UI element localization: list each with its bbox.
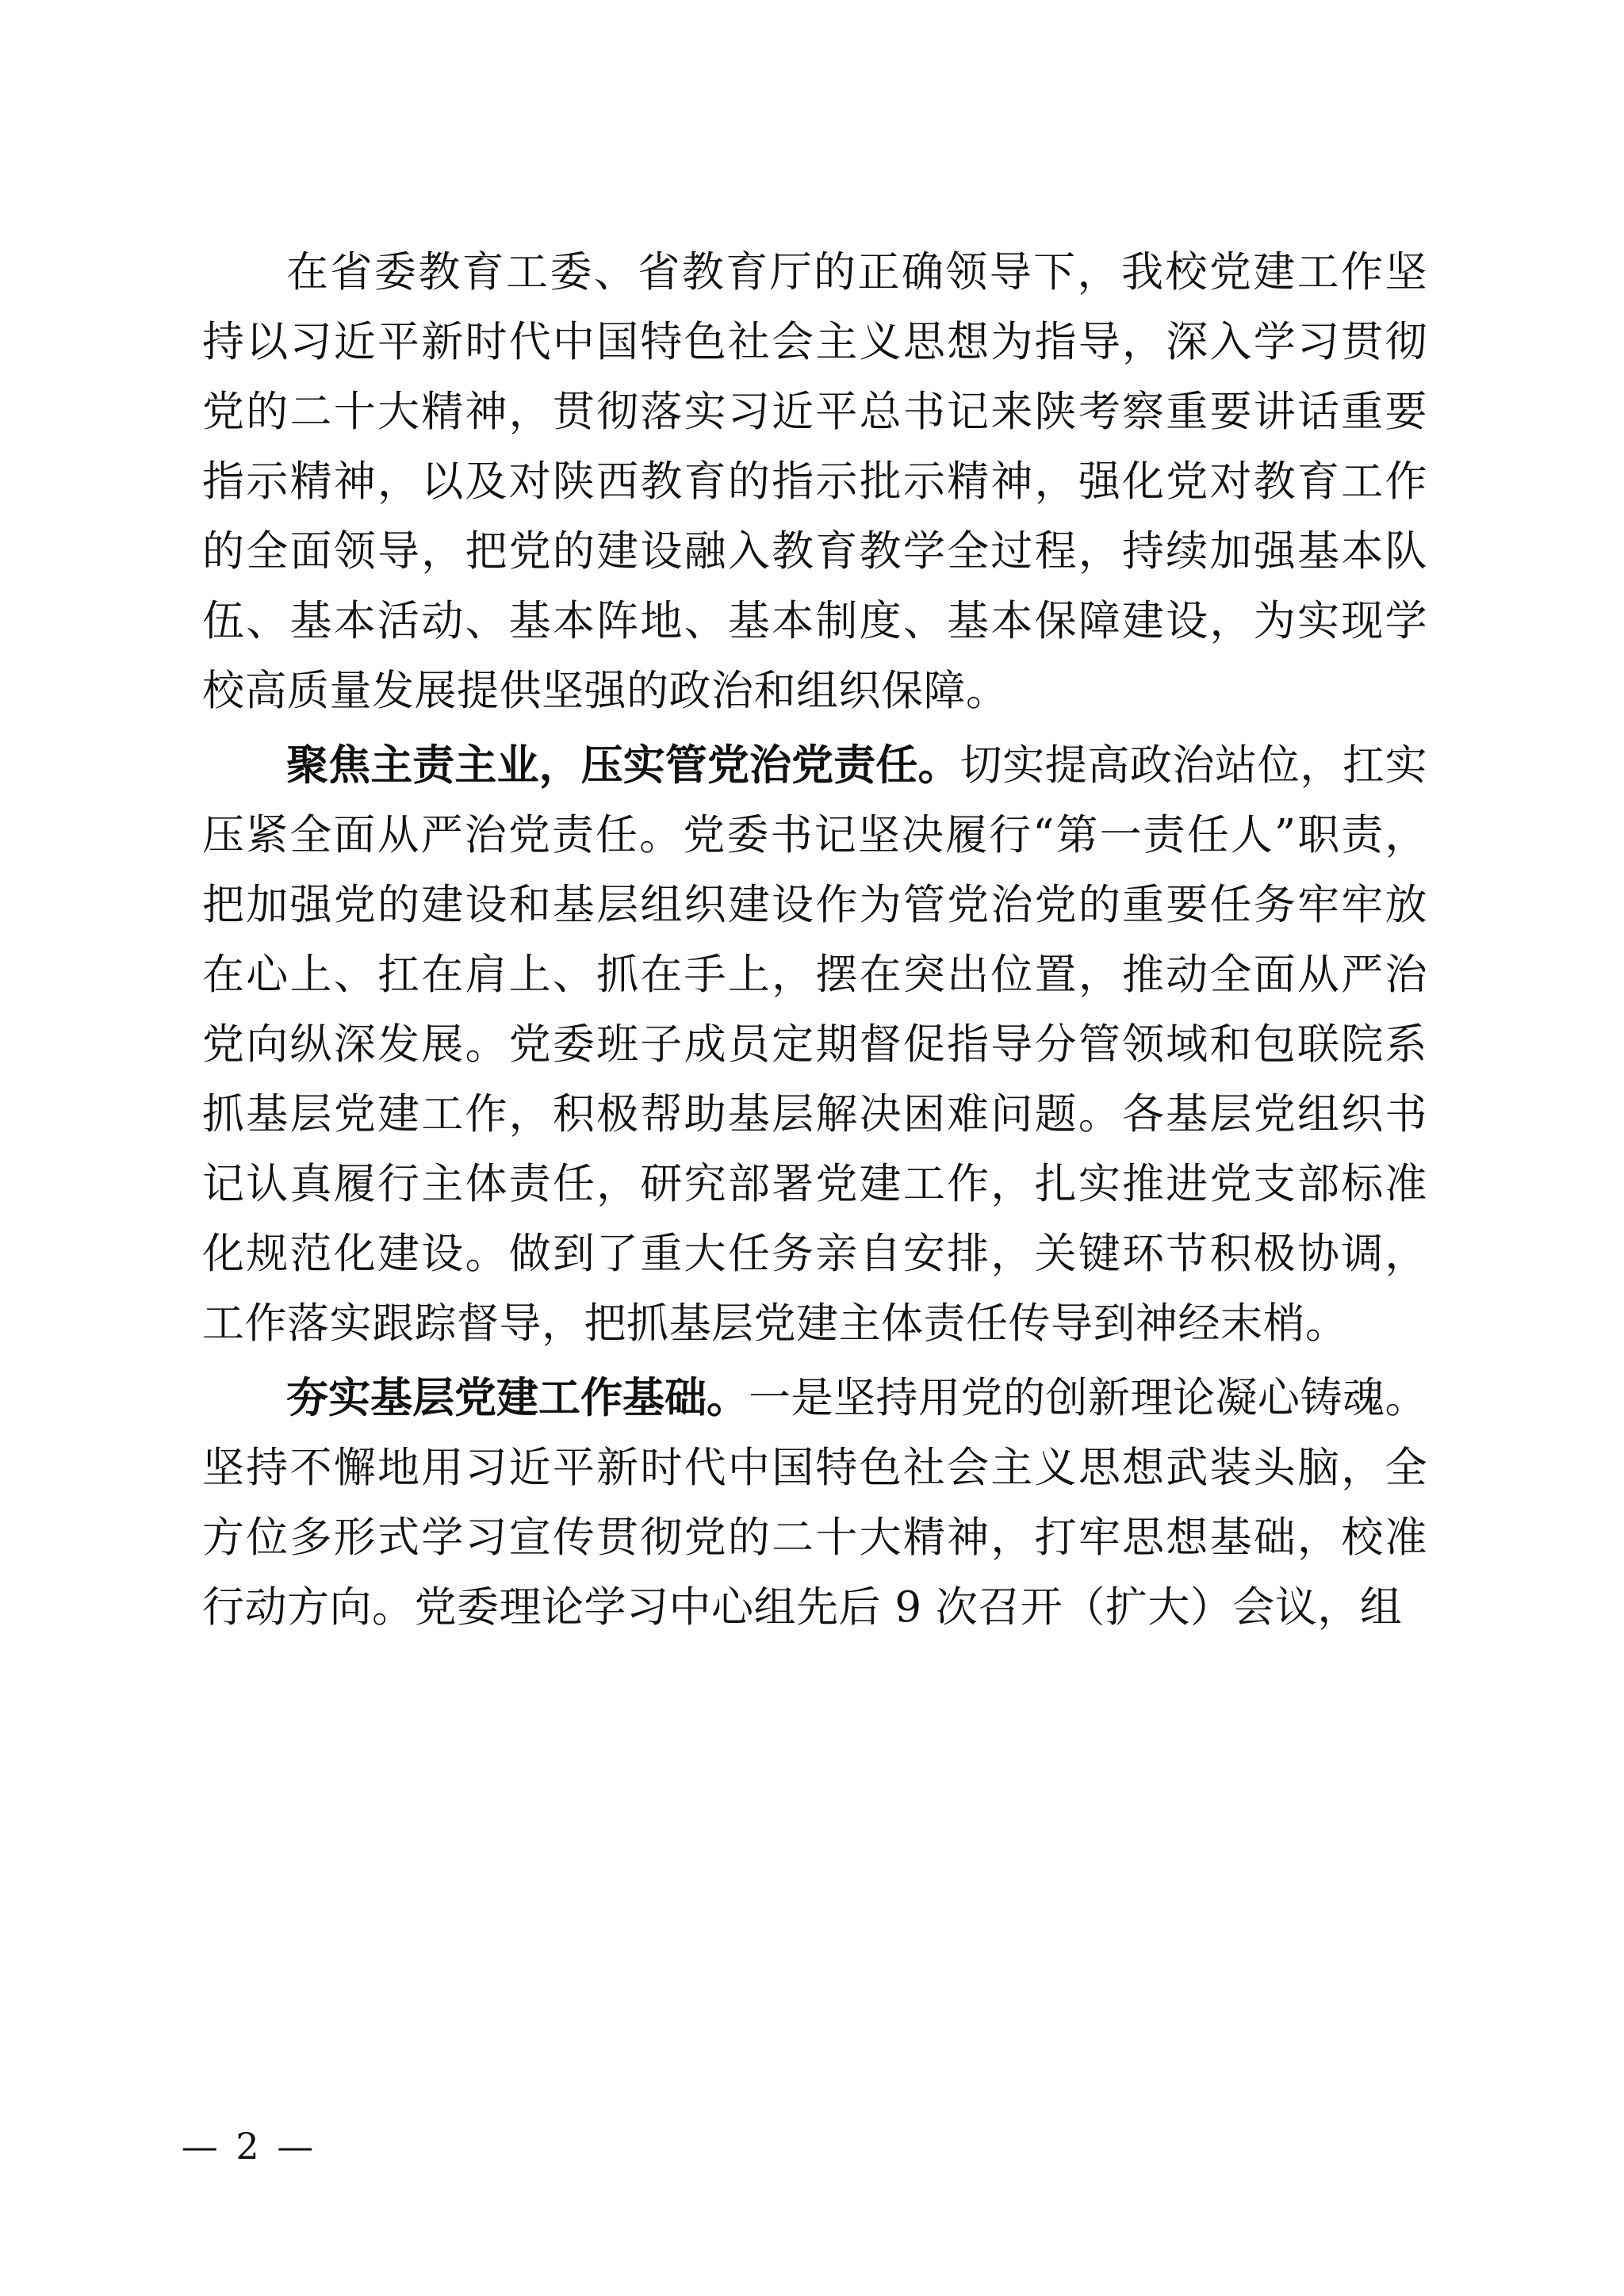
- paragraph-1-text: 在省委教育工委、省教育厅的正确领导下，我校党建工作坚持以习近平新时代中国特色社会主义思想为指导，深入学习贯彻党的二十大精神，贯彻落实习近平总书记来陕考察重要讲话重要指示精神，以及对陕西教育的指示批示精神，强化党对教育工作的全面领导，把党的建设融入教育教学全过程，持续加强基本队伍、基本活动、基本阵地、基本制度、基本保障建设，为实现学校高质量发展提供坚强的政治和组织保障。: [202, 248, 1427, 715]
- paragraph-3-text: 一是坚持用党的创新理论凝心铸魂。坚持不懈地用习近平新时代中国特色社会主义思想武装头脑，全方位多形式学习宣传贯彻党的二十大精神，打牢思想基础，校准行动方向。党委理论学习中心组先后 9 次召开（扩大）会议，组: [202, 1374, 1427, 1632]
- paragraph-2: [202, 731, 1427, 1359]
- paragraph-2-lead-bold: 聚焦主责主业，压实管党治党责任。: [286, 741, 960, 790]
- page-number: — 2 —: [181, 2125, 317, 2168]
- document-body: [202, 238, 1427, 1647]
- paragraph-1: [202, 238, 1427, 726]
- page-footer: [0, 2125, 1624, 2168]
- paragraph-3-lead-bold: 夯实基层党建工作基础。: [286, 1374, 749, 1422]
- paragraph-3: [202, 1364, 1427, 1643]
- paragraph-2-text: 切实提高政治站位，扛实压紧全面从严治党责任。党委书记坚决履行“第一责任人”职责，把加强党的建设和基层组织建设作为管党治党的重要任务牢牢放在心上、扛在肩上、抓在手上，摆在突出位置，推动全面从严治党向纵深发展。党委班子成员定期督促指导分管领域和包联院系抓基层党建工作，积极帮助基层解决困难问题。各基层党组织书记认真履行主体责任，研究部署党建工作，扎实推进党支部标准化规范化建设。做到了重大任务亲自安排，关键环节积极协调，工作落实跟踪督导，把抓基层党建主体责任传导到神经末梢。: [202, 741, 1428, 1348]
